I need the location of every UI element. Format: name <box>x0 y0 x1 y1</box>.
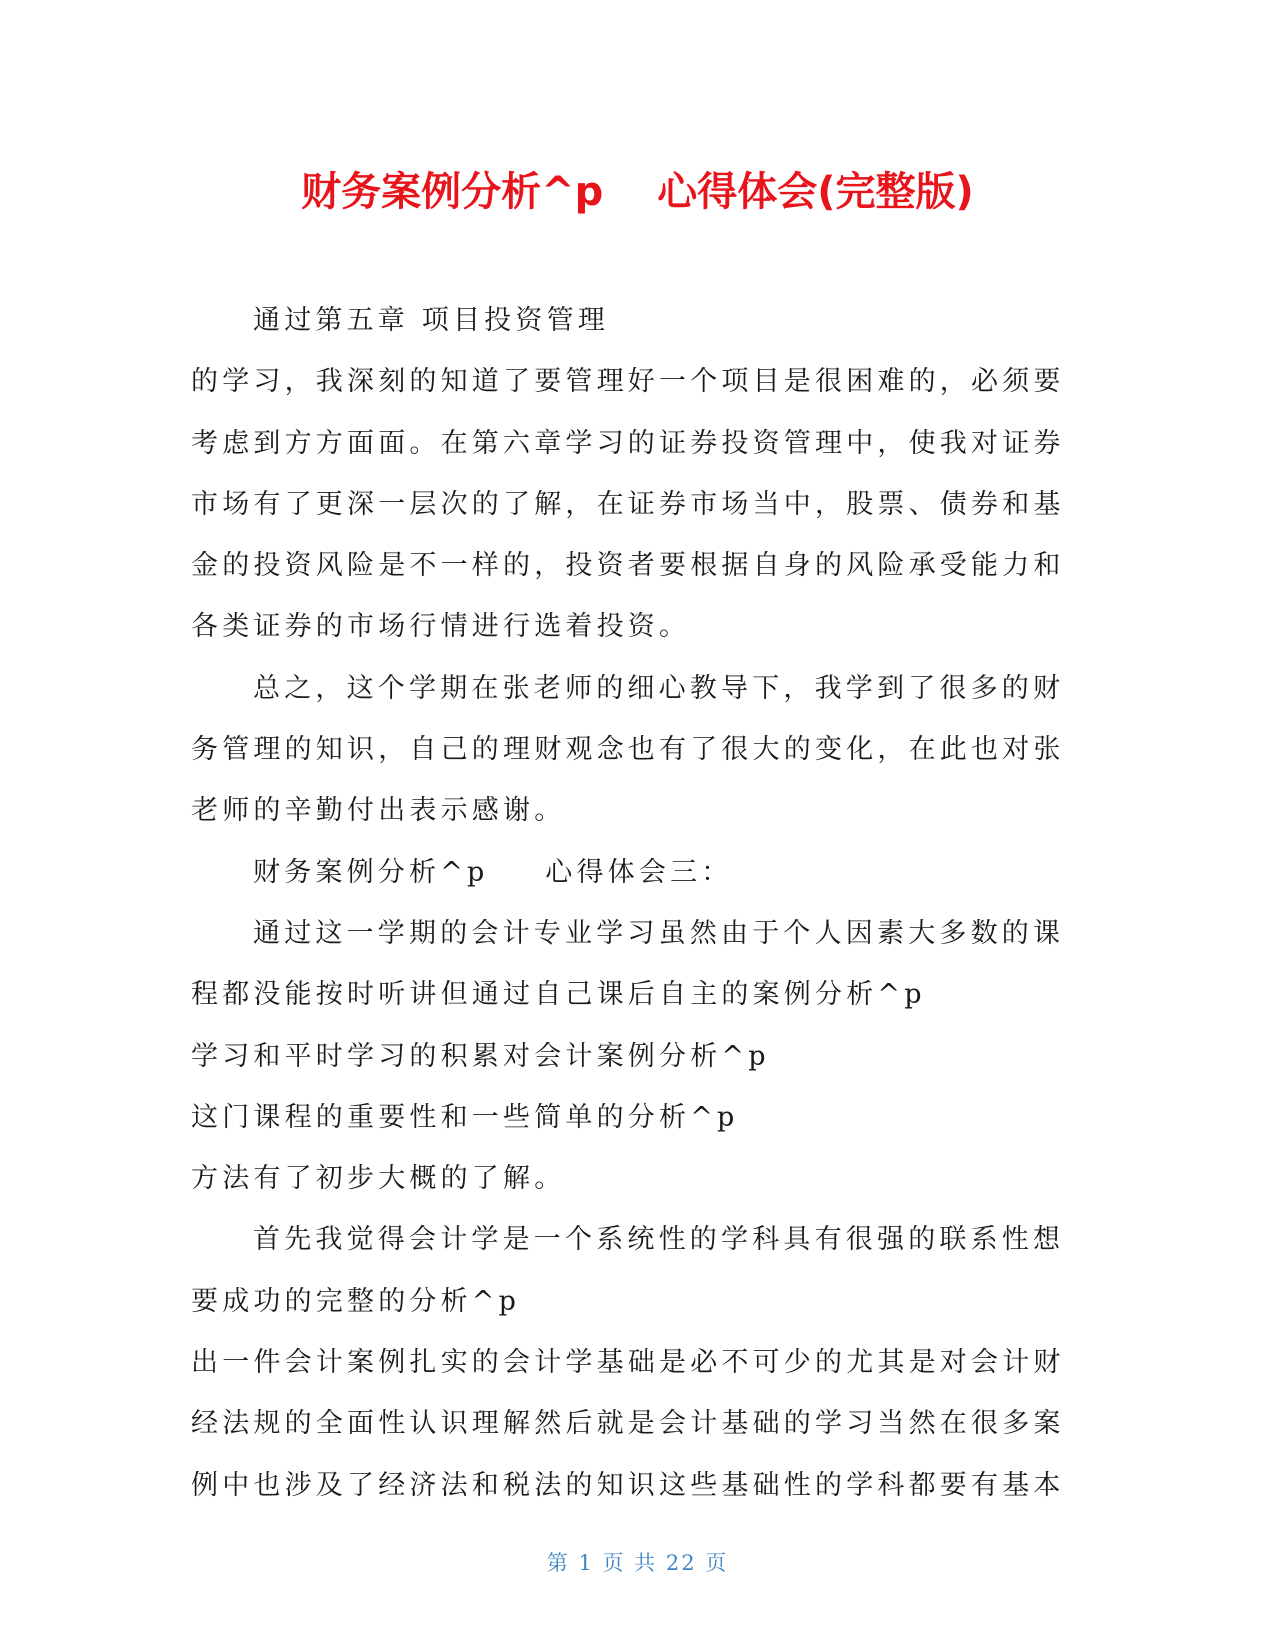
text-line: 这门课程的重要性和一些简单的分析^p <box>191 1101 739 1133</box>
text-line: 通过第五章 项目投资管理 <box>253 305 609 336</box>
page-footer: 第 1 页 共 22 页 <box>546 1551 729 1575</box>
text-line: 方法有了初步大概的了解。 <box>191 1163 566 1195</box>
text-line: 学习和平时学习的积累对会计案例分析^p <box>191 1040 770 1072</box>
document-title: 财务案例分析^p 心得体会(完整版) <box>301 169 974 215</box>
text-line: 通过这一学期的会计专业学习虽然由于个人因素大多数的课 <box>253 917 1065 949</box>
document-body <box>191 290 1071 1516</box>
text-line: 各类证券的市场行情进行选着投资。 <box>191 611 691 643</box>
text-line: 首先我觉得会计学是一个系统性的学科具有很强的联系性想 <box>253 1224 1065 1256</box>
text-line: 要成功的完整的分析^p <box>191 1285 521 1317</box>
text-line: 的学习，我深刻的知道了要管理好一个项目是很困难的，必须要 <box>191 366 1065 398</box>
text-line: 考虑到方方面面。在第六章学习的证券投资管理中，使我对证券 <box>191 427 1065 459</box>
text-line: 总之，这个学期在张老师的细心教导下，我学到了很多的财 <box>253 672 1065 704</box>
text-line: 例中也涉及了经济法和税法的知识这些基础性的学科都要有基本 <box>191 1469 1065 1501</box>
text-line: 财务案例分析^p 心得体会三： <box>253 856 733 888</box>
text-line: 程都没能按时听讲但通过自己课后自主的案例分析^p <box>191 979 926 1011</box>
text-line: 出一件会计案例扎实的会计学基础是必不可少的尤其是对会计财 <box>191 1347 1065 1379</box>
text-line: 务管理的知识，自己的理财观念也有了很大的变化，在此也对张 <box>191 734 1065 766</box>
text-line: 金的投资风险是不一样的，投资者要根据自身的风险承受能力和 <box>191 550 1065 582</box>
text-line: 老师的辛勤付出表示感谢。 <box>191 795 566 827</box>
text-line: 经法规的全面性认识理解然后就是会计基础的学习当然在很多案 <box>191 1408 1065 1440</box>
text-line: 市场有了更深一层次的了解，在证券市场当中，股票、债券和基 <box>191 488 1065 520</box>
